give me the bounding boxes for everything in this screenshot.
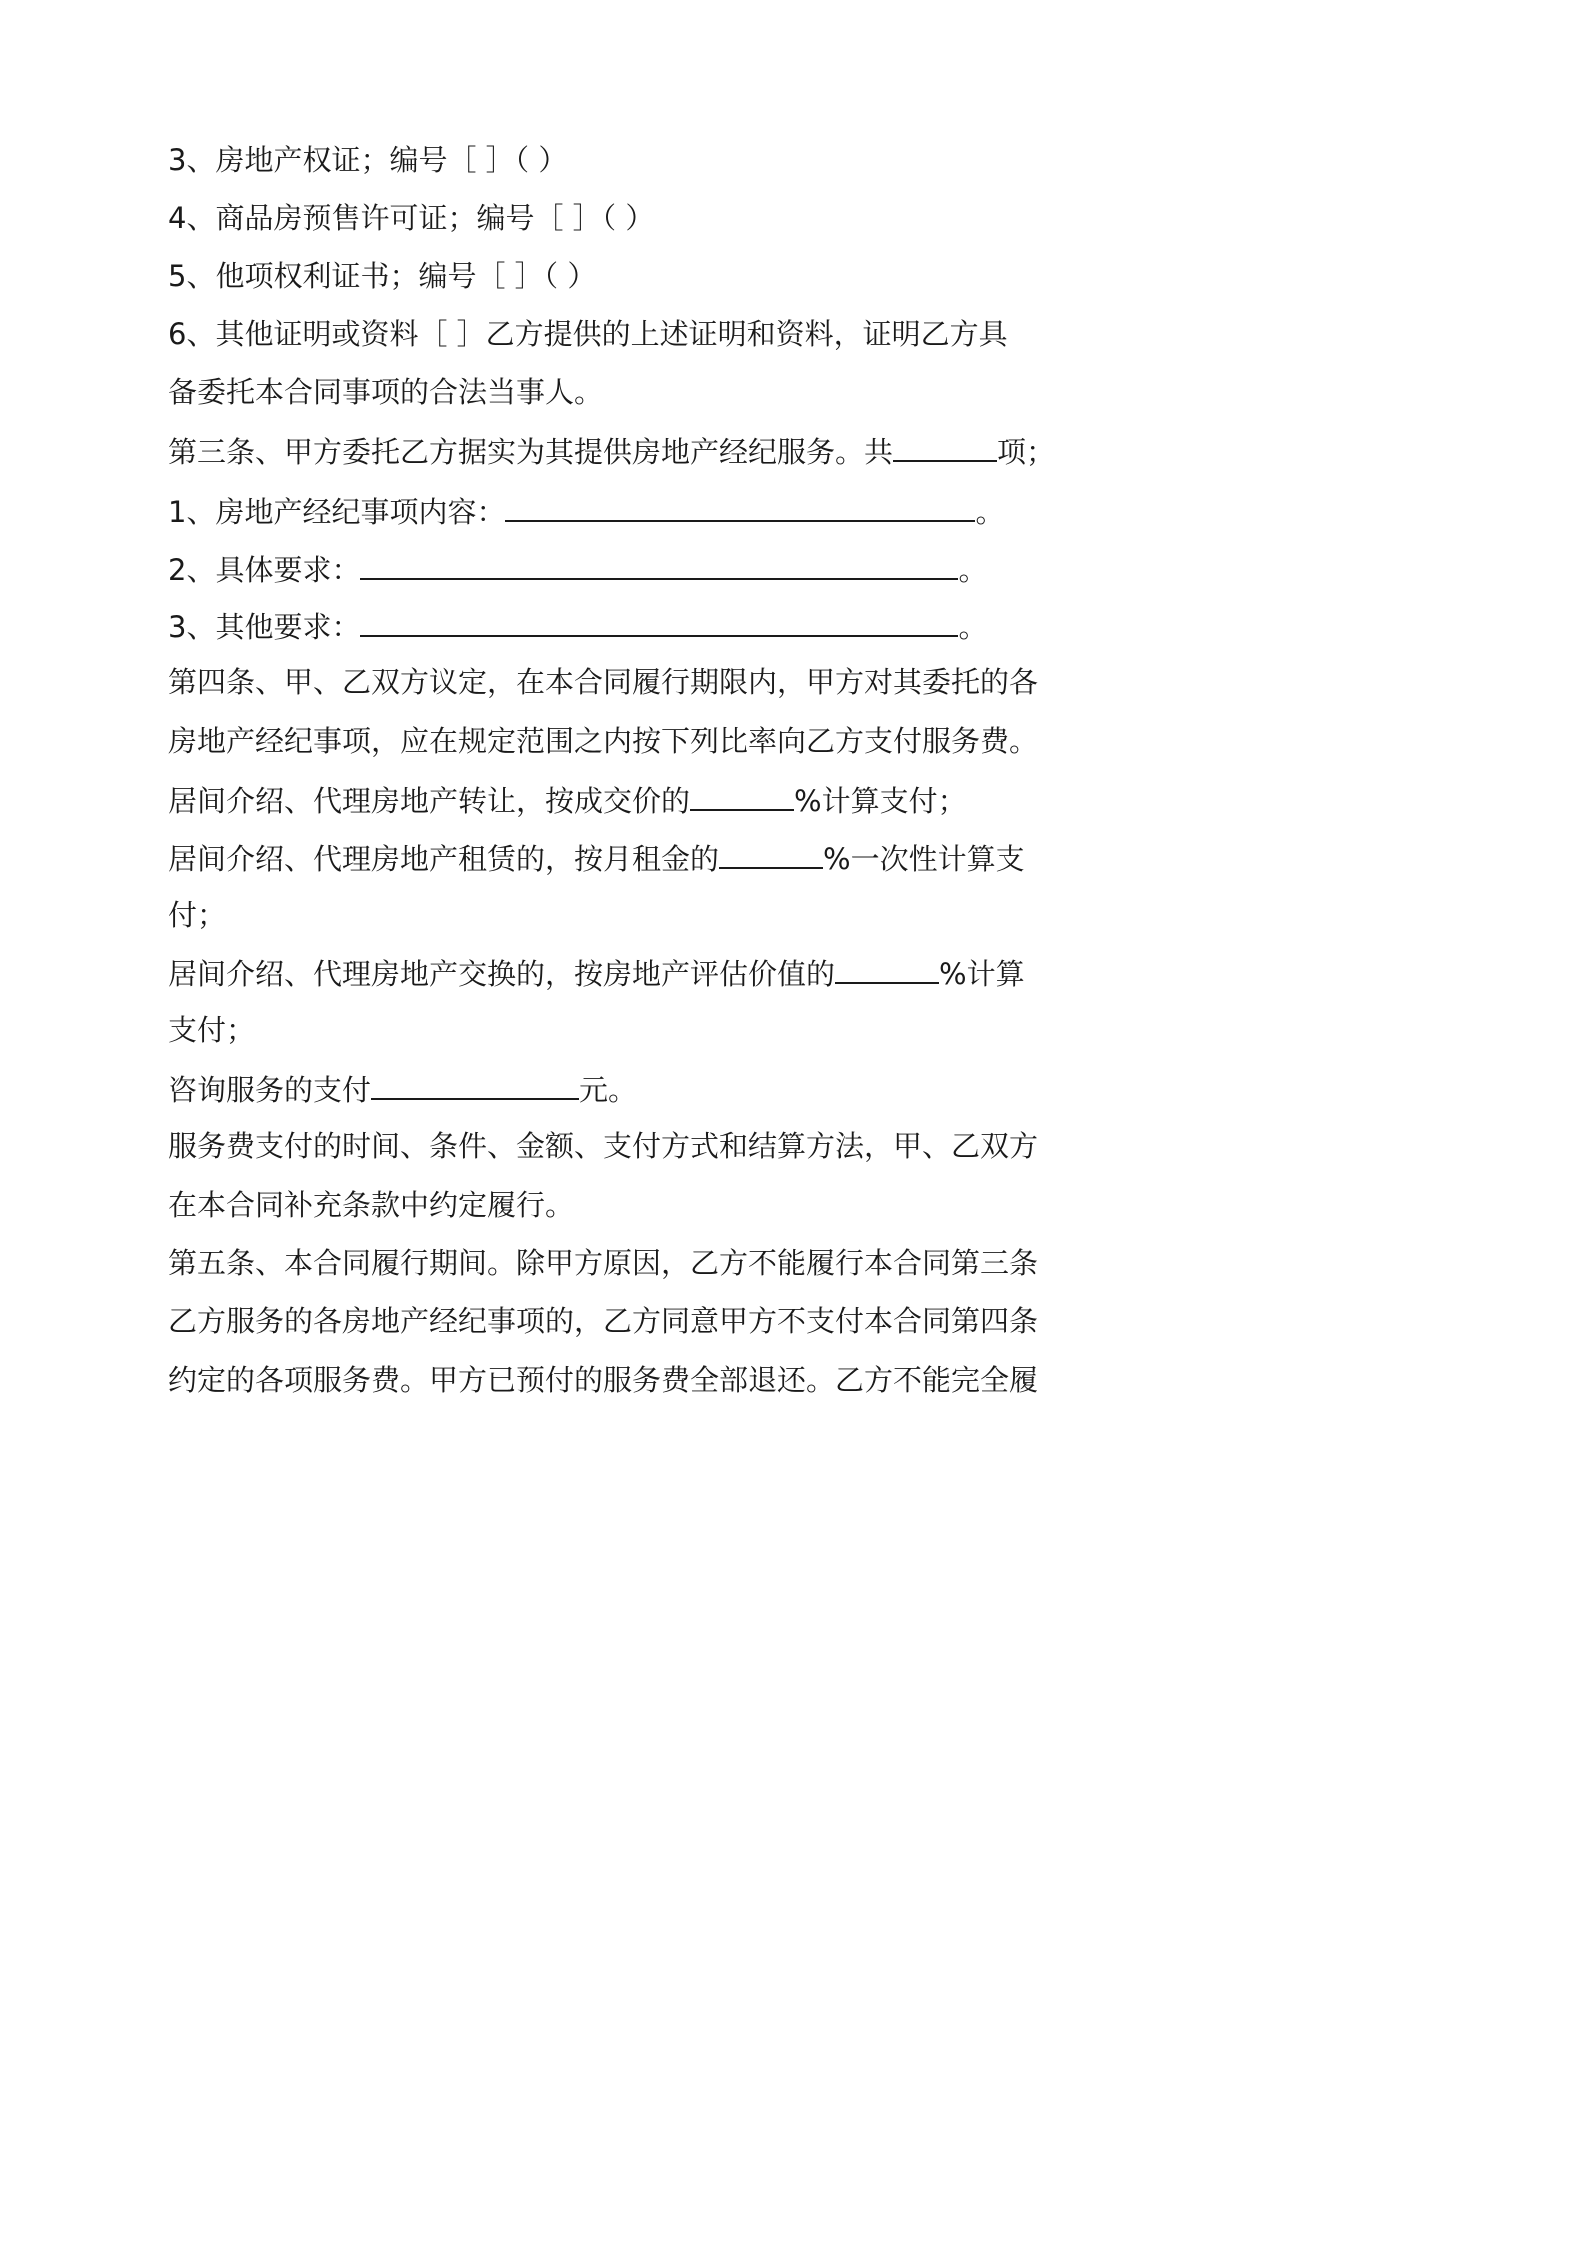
clause-line: 付； (168, 898, 227, 932)
clause-line: 房地产经纪事项，应在规定范围之内按下列比率向乙方支付服务费。 (168, 724, 1039, 758)
clause-text: 居间介绍、代理房地产交换的，按房地产评估价值的 (168, 957, 836, 991)
clause-line (168, 430, 1055, 470)
clause-text: 第三条、甲方委托乙方据实为其提供房地产经纪服务。共 (168, 435, 894, 469)
clause-line: 第四条、甲、乙双方议定，在本合同履行期限内，甲方对其委托的各 (168, 665, 1039, 699)
clause-text: 。 (958, 610, 988, 644)
clause-line (168, 605, 987, 645)
clause-text: 项； (997, 435, 1056, 469)
clause-line: 服务费支付的时间、条件、金额、支付方式和结算方法，甲、乙双方 (168, 1129, 1039, 1163)
clause-line: 约定的各项服务费。甲方已预付的服务费全部退还。乙方不能完全履 (168, 1363, 1039, 1397)
clause-line: 在本合同补充条款中约定履行。 (168, 1188, 575, 1222)
clause-line: 乙方服务的各房地产经纪事项的，乙方同意甲方不支付本合同第四条 (168, 1304, 1039, 1338)
clause-text: 1、房地产经纪事项内容： (168, 495, 506, 529)
fill-in-blank (360, 548, 958, 580)
clause-line: 支付； (168, 1013, 256, 1047)
clause-line (168, 490, 1004, 530)
clause-line (168, 837, 1025, 877)
clause-line: 4、商品房预售许可证；编号［ ］（ ） (168, 201, 655, 235)
clause-text: 3、其他要求： (168, 610, 361, 644)
fill-in-blank (719, 837, 823, 869)
fill-in-blank (505, 490, 975, 522)
clause-text: %计算支付； (794, 784, 967, 818)
clause-line (168, 952, 1025, 992)
clause-line: 第五条、本合同履行期间。除甲方原因，乙方不能履行本合同第三条 (168, 1246, 1039, 1280)
clause-text: 。 (975, 495, 1005, 529)
fill-in-blank (371, 1068, 579, 1100)
clause-text: 2、具体要求： (168, 553, 361, 587)
clause-text: 元。 (579, 1073, 638, 1107)
clause-text: 。 (958, 553, 988, 587)
clause-line: 6、其他证明或资料［ ］乙方提供的上述证明和资料，证明乙方具 (168, 317, 1008, 351)
clause-line (168, 779, 967, 819)
fill-in-blank (835, 952, 939, 984)
fill-in-blank (690, 779, 794, 811)
clause-text: %计算 (939, 957, 1025, 991)
clause-text: 咨询服务的支付 (168, 1073, 372, 1107)
clause-text: %一次性计算支 (823, 842, 1025, 876)
clause-text: 居间介绍、代理房地产转让，按成交价的 (168, 784, 691, 818)
clause-line: 5、他项权利证书；编号［ ］（ ） (168, 259, 597, 293)
fill-in-blank (360, 605, 958, 637)
clause-line: 备委托本合同事项的合法当事人。 (168, 375, 604, 409)
clause-line (168, 1068, 637, 1108)
clause-line (168, 548, 987, 588)
clause-line: 3、房地产权证；编号［ ］（ ） (168, 143, 568, 177)
fill-in-blank (893, 430, 997, 462)
clause-text: 居间介绍、代理房地产租赁的，按月租金的 (168, 842, 720, 876)
